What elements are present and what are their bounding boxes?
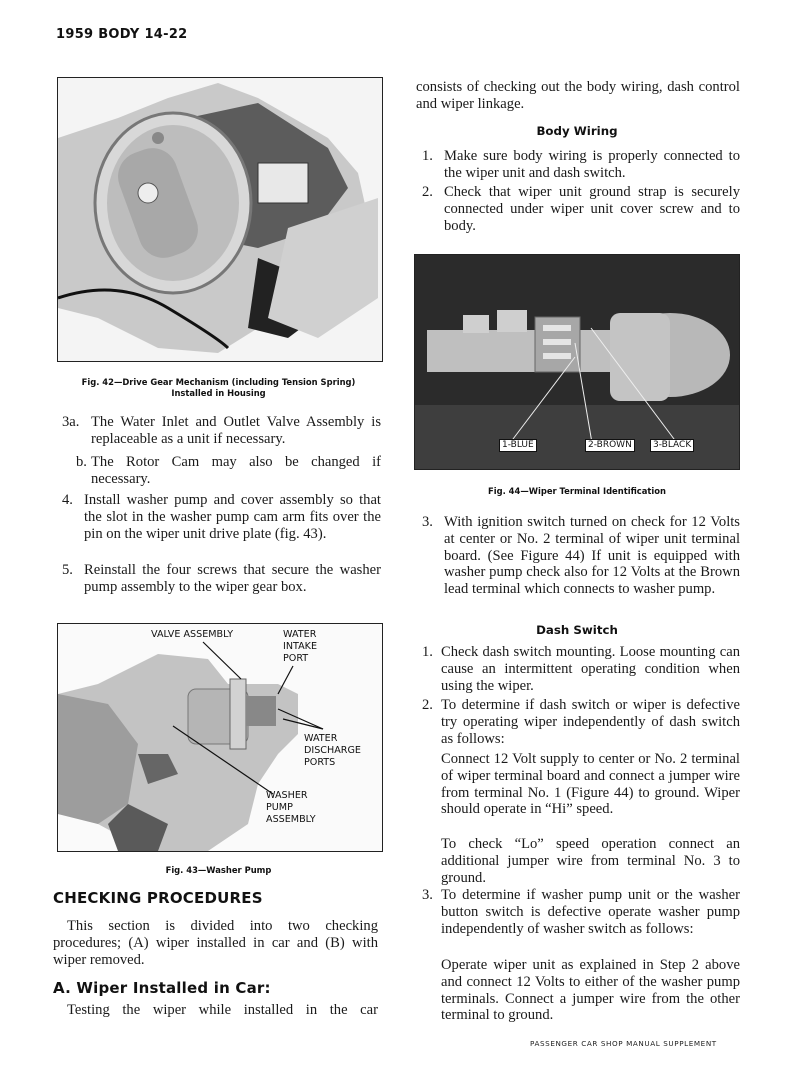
figure-42-caption: Fig. 42—Drive Gear Mechanism (including Tension Spring) Installed in Housing xyxy=(81,377,356,398)
label-valve-assembly: VALVE ASSEMBLY xyxy=(151,629,234,640)
list-item-4: 4. Install washer pump and cover assembly so that the slot in the washer pump cam arm fits over the pin on the wiper unit drive plate (fig. 43). xyxy=(62,492,381,542)
list-item-3b: b. The Rotor Cam may also be changed if necessary. xyxy=(76,454,381,487)
figure-44-wiper-terminal-image xyxy=(414,254,740,470)
terminal-label-1-blue: 1-BLUE xyxy=(499,439,537,452)
section-a-text: Testing the wiper while installed in the car xyxy=(67,1002,378,1018)
label-washer-pump-assembly: WASHER PUMP ASSEMBLY xyxy=(266,790,316,825)
drive-gear-illustration xyxy=(58,78,382,361)
dash-switch-item-3-procedure: Operate wiper unit as explained in Step 2 above and connect 12 Volts to either of the washer pump terminals. Connect a jumper wire from the other terminal to ground. xyxy=(441,957,740,1024)
dash-switch-item-3: 3. To determine if washer pump unit or the washer button switch is defective operate washer pump independently of washer switch as follows: Operate wiper unit as explained in Step 2 above and connect 12 Volts to either of the washer pump terminals. Connect a jumper wire from the other terminal to ground. xyxy=(422,887,740,1024)
page-footer: PASSENGER CAR SHOP MANUAL SUPPLEMENT xyxy=(530,1039,717,1048)
list-item-3a: 3a. The Water Inlet and Outlet Valve Assembly is replaceable as a unit if necessary. xyxy=(62,414,381,447)
section-a-heading: A. Wiper Installed in Car: xyxy=(53,979,271,997)
body-wiring-item-1: 1. Make sure body wiring is properly connected to the wiper unit and dash switch. xyxy=(422,148,740,181)
figure-44-caption: Fig. 44—Wiper Terminal Identification xyxy=(488,486,666,496)
dash-switch-item-2-hi-speed: Connect 12 Volt supply to center or No. 2 terminal of wiper terminal board and connect a jumper wire from terminal No. 1 (Figure 44) to ground. Wiper should operate in “Hi” speed. xyxy=(441,751,740,818)
wiper-terminal-illustration xyxy=(415,255,739,469)
dash-switch-item-2-lo-speed: To check “Lo” speed operation connect an additional jumper wire from terminal No. 3 to ground. xyxy=(441,836,740,886)
checking-procedures-intro: This section is divided into two checking procedures; (A) wiper installed in car and (B) with wiper removed. xyxy=(53,918,378,968)
dash-switch-item-2: 2. To determine if dash switch or wiper is defective try operating wiper independently of dash switch as follows: Connect 12 Volt supply to center or No. 2 terminal of wiper terminal board and connect a jumper wire from terminal No. 1 (Figure 44) to ground. Wiper should operate in “Hi” speed. To check “Lo” speed operation connect an additional jumper wire from terminal No. 3 to ground. xyxy=(422,697,740,886)
label-water-discharge-ports: WATER DISCHARGE PORTS xyxy=(304,733,361,768)
terminal-label-3-black: 3-BLACK xyxy=(650,439,694,452)
dash-switch-item-1: 1. Check dash switch mounting. Loose mounting can cause an intermittent operating condition when using the wiper. xyxy=(422,644,740,694)
terminal-label-2-brown: 2-BROWN xyxy=(585,439,635,452)
body-wiring-heading: Body Wiring xyxy=(536,124,618,138)
figure-43-caption: Fig. 43—Washer Pump xyxy=(165,865,272,875)
page-header: 1959 BODY 14-22 xyxy=(56,27,188,42)
figure-42-drive-gear-image xyxy=(57,77,383,362)
body-wiring-item-3: 3. With ignition switch turned on check for 12 Volts at center or No. 2 terminal of wiper unit terminal board. (See Figure 44) If unit is equipped with washer pump check also for 12 Volts at the Brown lead terminal which connects to washer pump. xyxy=(422,514,740,598)
list-item-5: 5. Reinstall the four screws that secure the washer pump assembly to the wiper gear box. xyxy=(62,562,381,595)
checking-procedures-heading: CHECKING PROCEDURES xyxy=(53,889,263,907)
label-water-intake-port: WATER INTAKE PORT xyxy=(283,629,318,664)
continuation-paragraph: consists of checking out the body wiring, dash control and wiper linkage. xyxy=(416,79,740,112)
body-wiring-item-2: 2. Check that wiper unit ground strap is securely connected under wiper unit cover screw and to body. xyxy=(422,184,740,234)
dash-switch-heading: Dash Switch xyxy=(536,623,618,637)
figure-43-washer-pump-image xyxy=(57,623,383,852)
